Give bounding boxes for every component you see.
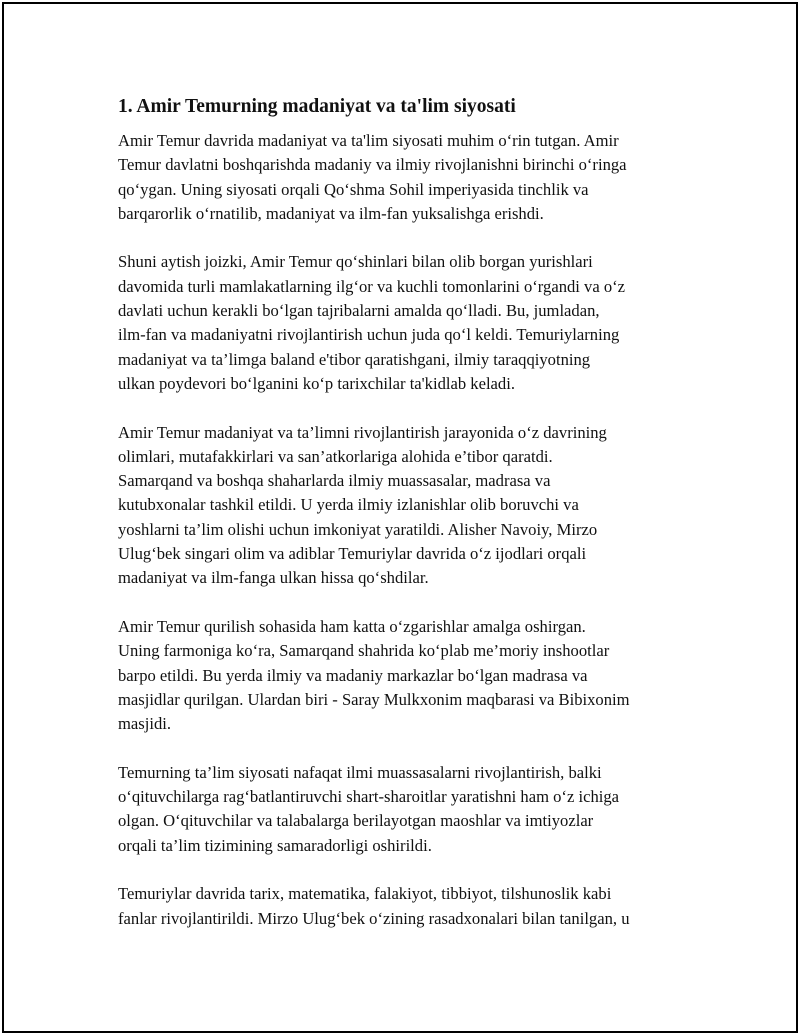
paragraph-4 bbox=[118, 615, 698, 736]
text-line: Amir Temur davrida madaniyat va ta'lim siyosati muhim o‘rin tutgan. Amir bbox=[118, 131, 619, 150]
text-line: barqarorlik o‘rnatilib, madaniyat va ilm-fan yuksalishga erishdi. bbox=[118, 203, 544, 223]
text-line: Amir Temur madaniyat va ta’limni rivojlantirish jarayonida o‘z davrining bbox=[118, 422, 607, 442]
text-line: Temurning ta’lim siyosati nafaqat ilmi muassasalarni rivojlantirish, balki bbox=[118, 762, 602, 782]
text-line: fanlar rivojlantirildi. Mirzo Ulug‘bek o‘zining rasadxonalari bilan tanilgan, u bbox=[118, 908, 630, 928]
text-line: madaniyat va ilm-fanga ulkan hissa qo‘shdilar. bbox=[118, 568, 429, 588]
paragraph-3 bbox=[118, 421, 698, 591]
paragraph-2 bbox=[118, 250, 698, 396]
paragraph-1 bbox=[118, 129, 698, 226]
text-line: Shuni aytish joizki, Amir Temur qo‘shinlari bilan olib borgan yurishlari bbox=[118, 252, 593, 272]
text-line: yoshlarni ta’lim olishi uchun imkoniyat yaratildi. Alisher Navoiy, Mirzo bbox=[118, 519, 598, 539]
text-line: masjidlar qurilgan. Ulardan biri - Saray Mulkxonim maqbarasi va Bibixonim bbox=[118, 689, 630, 709]
paragraph-6 bbox=[118, 882, 698, 931]
text-line: ulkan poydevori bo‘lganini ko‘p tarixchilar ta'kidlab keladi. bbox=[118, 373, 515, 393]
text-line: masjidi. bbox=[118, 714, 172, 734]
text-line: Samarqand va boshqa shaharlarda ilmiy muassasalar, madrasa va bbox=[118, 471, 551, 491]
text-line: madaniyat va ta’limga baland e'tibor qaratishgani, ilmiy taraqqiyotning bbox=[118, 349, 591, 369]
text-line: o‘qituvchilarga rag‘batlantiruvchi shart-sharoitlar yaratishni ham o‘z ichiga bbox=[118, 787, 620, 807]
text-line: Ulug‘bek singari olim va adiblar Temuriylar davrida o‘z ijodlari orqali bbox=[118, 544, 587, 564]
text-line: olimlari, mutafakkirlari va san’atkorlariga alohida e’tibor qaratdi. bbox=[118, 446, 553, 466]
text-line: Amir Temur qurilish sohasida ham katta o‘zgarishlar amalga oshirgan. bbox=[118, 616, 586, 636]
text-line: Uning farmoniga ko‘ra, Samarqand shahrida ko‘plab me’moriy inshootlar bbox=[118, 641, 610, 661]
text-line: Temuriylar davrida tarix, matematika, falakiyot, tibbiyot, tilshunoslik kabi bbox=[118, 884, 612, 904]
paragraph-5 bbox=[118, 761, 698, 858]
text-line: orqali ta’lim tizimining samaradorligi oshirildi. bbox=[118, 835, 432, 855]
text-line: barpo etildi. Bu yerda ilmiy va madaniy markazlar bo‘lgan madrasa va bbox=[118, 665, 588, 685]
text-line: Temur davlatni boshqarishda madaniy va ilmiy rivojlanishni birinchi o‘ringa bbox=[118, 155, 627, 175]
section-heading: 1. Amir Temurning madaniyat va ta'lim siyosati bbox=[118, 96, 516, 117]
text-line: davlati uchun kerakli bo‘lgan tajribalarni amalda qo‘lladi. Bu, jumladan, bbox=[118, 301, 600, 321]
text-line: qo‘ygan. Uning siyosati orqali Qo‘shma Sohil imperiyasida tinchlik va bbox=[118, 179, 589, 199]
text-line: ilm-fan va madaniyatni rivojlantirish uchun juda qo‘l keldi. Temuriylarning bbox=[118, 325, 620, 345]
document-body bbox=[118, 93, 698, 955]
text-line: olgan. O‘qituvchilar va talabalarga berilayotgan maoshlar va imtiyozlar bbox=[118, 811, 594, 831]
text-line: kutubxonalar tashkil etildi. U yerda ilmiy izlanishlar olib boruvchi va bbox=[118, 495, 579, 515]
text-line: davomida turli mamlakatlarning ilg‘or va kuchli tomonlarini o‘rgandi va o‘z bbox=[118, 276, 626, 296]
